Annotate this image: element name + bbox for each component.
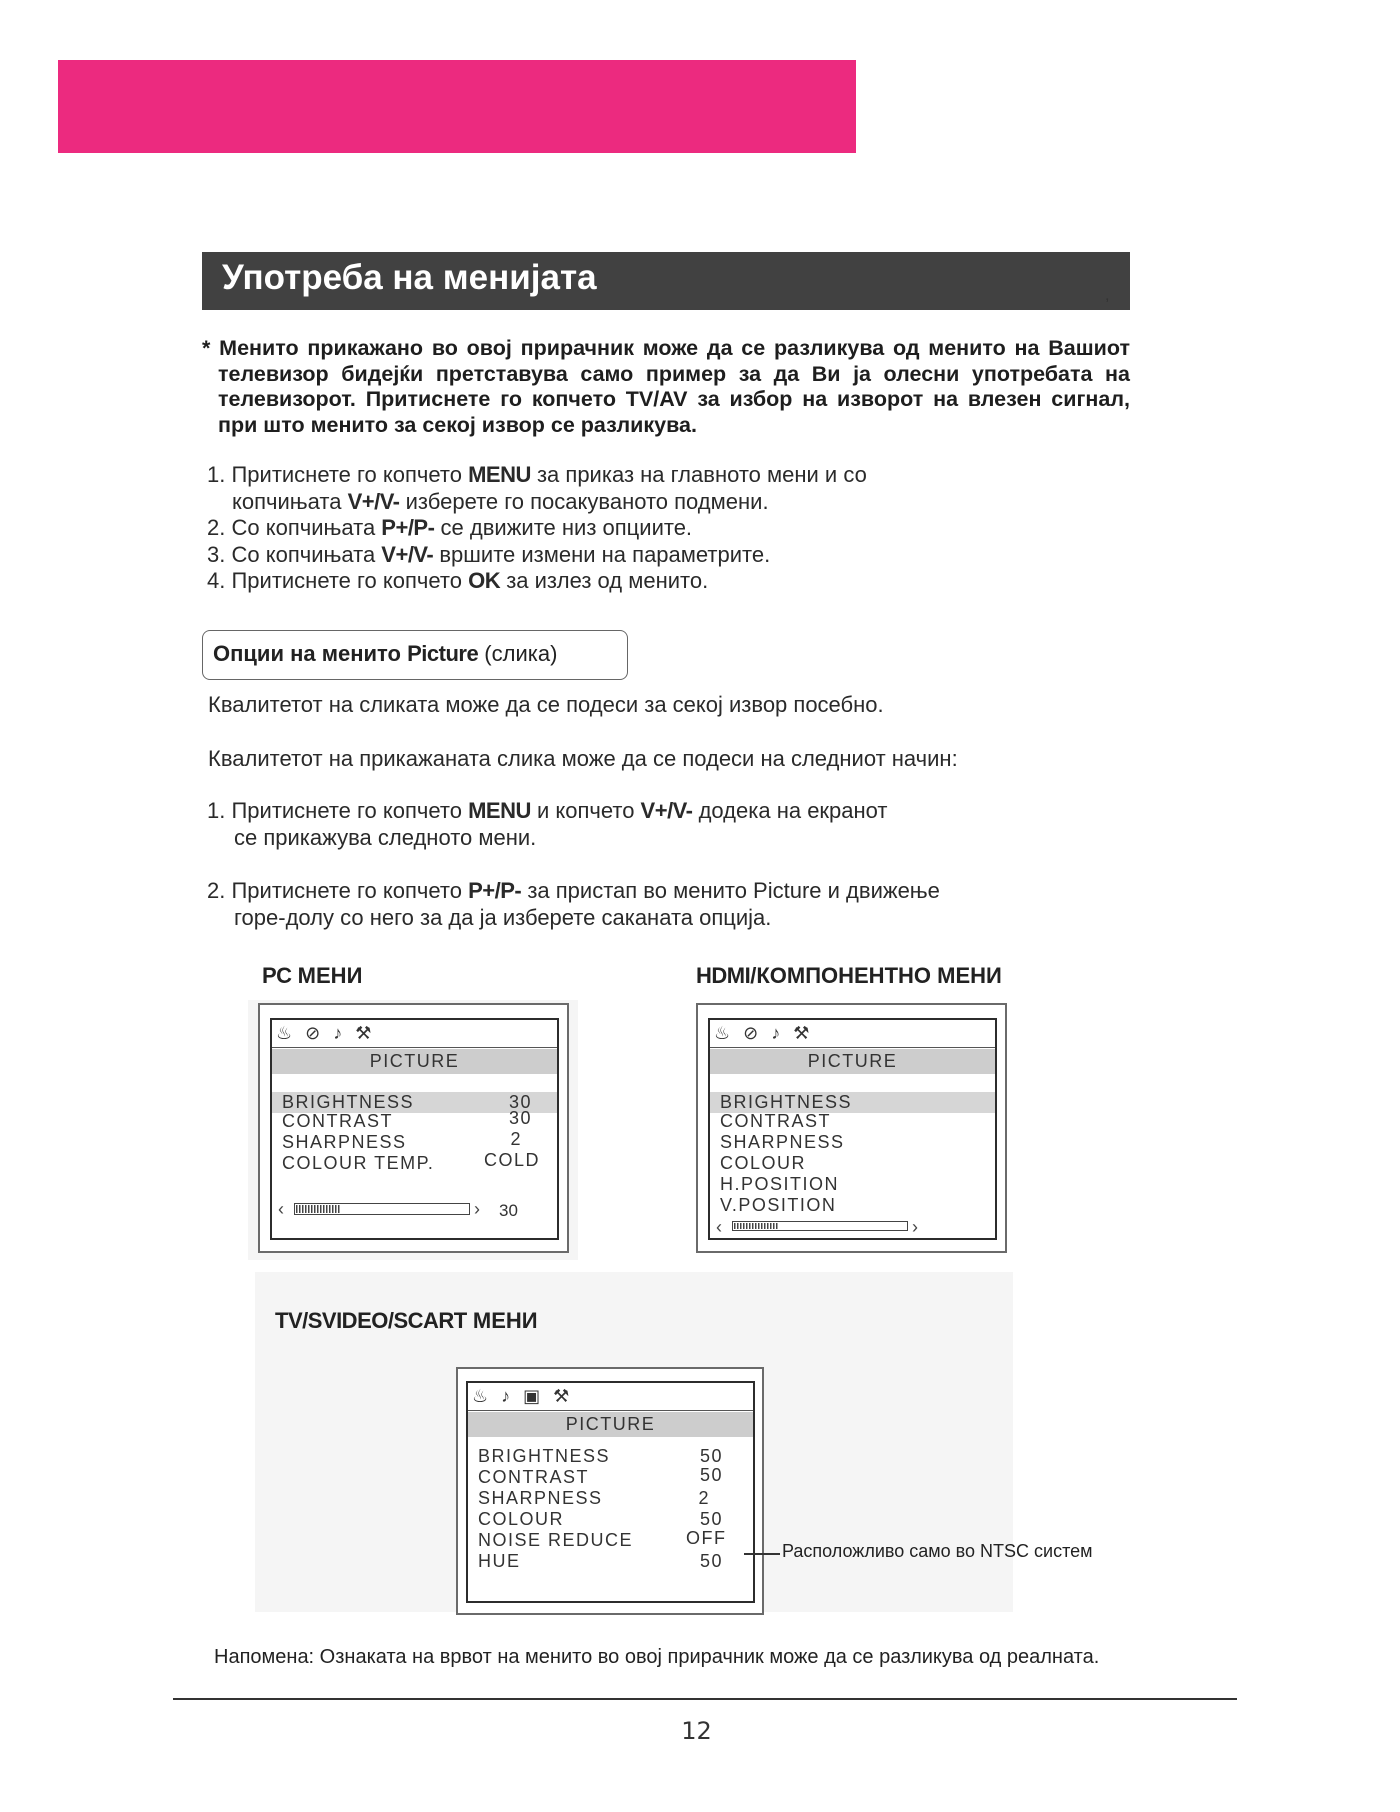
ntsc-callout-line [744,1553,780,1555]
slider-left-arrow-icon: ‹ [716,1217,722,1237]
footer-divider [173,1698,1237,1700]
pc-menu-screen [258,1003,569,1253]
picture-step-1: 1. Притиснете го копчето MENU и копчето V+/V- додека на екранот се прикажува следното мени. [207,798,888,850]
slider-right-arrow-icon: › [912,1217,918,1237]
menu-slider [732,1221,908,1231]
intro-note [202,336,1130,438]
footer-note: Напомена: Ознаката на врвот на менито во овој прирачник може да се разликува од реалната. [214,1646,1100,1668]
pc-menu-label: PC МЕНИ [262,963,363,988]
menu-row-h-position: H.POSITION [720,1174,840,1194]
step-line: копчињата V+/V- изберете го посакуваното подмени. [232,488,769,514]
menu-row-colour: COLOUR 50 [478,1509,723,1529]
menu-slider [294,1203,470,1215]
hdmi-menu-screen [696,1003,1007,1253]
tv-menu-label: TV/SVIDEO/SCART МЕНИ [275,1308,538,1333]
tv-menu-screen [456,1367,764,1615]
menu-row-hue: HUE 50 [478,1551,723,1571]
menu-title: PICTURE [272,1049,557,1074]
menu-row-brightness: BRIGHTNESS [710,1092,995,1113]
slider-fill [296,1205,340,1213]
menu-row-v-position: V.POSITION [720,1195,837,1215]
slider-right-arrow-icon: › [474,1199,480,1219]
picture-step-2: 2. Притиснете го копчето P+/P- за пристап во менито Picture и движење горе-долу со него за да ја изберете саканата опција. [207,878,940,930]
paragraph-quality-per-source: Квалитетот на сликата може да се подеси за секој извор посебно. [208,692,884,717]
usage-steps [207,462,867,595]
step-line: 1. Притиснете го копчето MENU за приказ на главното мени и со [207,462,867,487]
header-accent-bar [58,60,856,153]
menu-title: PICTURE [710,1049,995,1074]
menu-row-contrast: CONTRAST 30 [282,1108,532,1131]
slider-value: 30 [499,1201,518,1220]
menu-tab-icons: ♨ ⊘ ♪ ⚒ [710,1020,995,1048]
menu-row-sharpness: SHARPNESS 2 [478,1488,710,1508]
step-line: 4. Притиснете го копчето OK за излез од менито. [207,568,709,593]
menu-row-contrast: CONTRAST [720,1111,831,1131]
step-line: 2. Со копчињата P+/P- се движите низ опциите. [207,515,693,540]
menu-row-colour-temp: COLOUR TEMP. COLD [282,1150,541,1173]
menu-tab-icons: ♨ ♪ ▣ ⚒ [468,1383,753,1411]
menu-title: PICTURE [468,1412,753,1437]
menu-tab-icons: ♨ ⊘ ♪ ⚒ [272,1020,557,1048]
menu-row-sharpness: SHARPNESS 2 [282,1129,522,1152]
page-title: Употреба на менијата [222,258,597,297]
menu-row-contrast: CONTRAST 50 [478,1465,723,1487]
ntsc-note: Расположливо само во NTSC систем [782,1541,1093,1561]
step-line: 3. Со копчињата V+/V- вршите измени на параметрите. [207,541,771,567]
slider-left-arrow-icon: ‹ [278,1199,284,1219]
page-number: 12 [681,1717,712,1745]
note-star: * [202,336,211,360]
menu-row-noise-reduce: NOISE REDUCE OFF [478,1528,727,1550]
stray-mark: , [1105,287,1110,304]
picture-options-heading: Опции на менито Picture (слика) [213,641,558,666]
menu-row-sharpness: SHARPNESS [720,1132,845,1152]
note-text: Менито прикажано во овој прирачник може да се разликува од менито на Вашиот телевизор бидејќи претставува само пример за да Ви ја олесни употребата на телевизорот. Притиснете го копчето TV/AV за избор на изворот на влезен сигнал, при што менито за секој извор се разликува. [218,336,1131,437]
hdmi-menu-label: HDMI/КОМПОНЕНТНО МЕНИ [696,963,1002,988]
slider-fill [734,1223,778,1229]
paragraph-quality-adjust: Квалитетот на прикажаната слика може да се подеси на следниот начин: [208,746,958,771]
menu-row-colour: COLOUR [720,1153,807,1173]
menu-row-brightness: BRIGHTNESS 50 [478,1446,723,1466]
menu-row-brightness: BRIGHTNESS 30 [272,1092,557,1113]
